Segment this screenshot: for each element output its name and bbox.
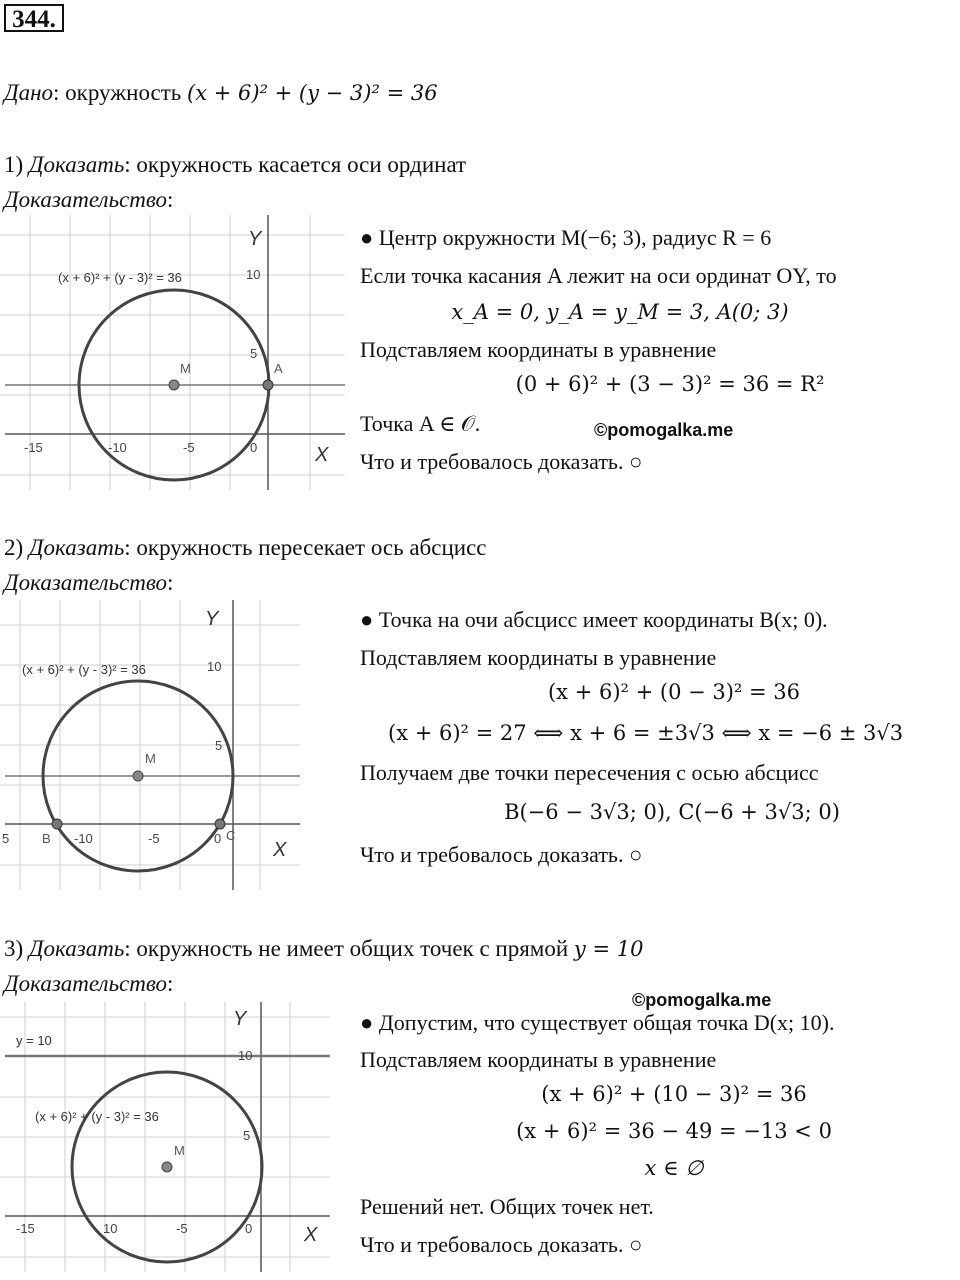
part3-point-m — [162, 1162, 172, 1172]
part2-proof-colon: : — [167, 570, 174, 595]
part3-proof-colon: : — [167, 971, 174, 996]
part1-eq-label: (x + 6)² + (y - 3)² = 36 — [58, 270, 182, 285]
part2-tick: 10 — [207, 659, 222, 674]
part1-tick: -10 — [108, 440, 127, 455]
part2-tick: -5 — [148, 831, 160, 846]
part3-graph — [0, 1002, 330, 1272]
part2-line-1: ● Точка на очи абсцисс имеет координаты B(x; 0). — [360, 607, 828, 632]
part2-y-label: Y — [205, 608, 219, 630]
part1-line-7: Что и требовалось доказать. ○ — [360, 449, 643, 474]
part3-heading — [4, 934, 643, 964]
part3-line-label: y = 10 — [16, 1033, 52, 1048]
part2-label-b: B — [42, 831, 51, 846]
part1-label-m: M — [180, 361, 191, 376]
part1-x-label: X — [315, 444, 329, 466]
part3-line-3: (x + 6)² + (10 − 3)² = 36 — [541, 1082, 807, 1106]
part2-line-5: Получаем две точки пересечения с осью абсцисс — [360, 760, 819, 785]
given-equation: (x + 6)² + (y − 3)² = 36 — [187, 81, 438, 105]
part3-text: : окружность не имеет общих точек с прямой — [124, 936, 574, 961]
problem-number: 344. — [4, 4, 64, 32]
part2-heading — [4, 533, 487, 563]
part2-number: 2) — [4, 535, 29, 560]
part3-equation: y = 10 — [573, 937, 644, 961]
part1-line-4: Подставляем координаты в уравнение — [360, 337, 717, 362]
part2-label: Доказать — [28, 535, 125, 560]
part2-point-b — [52, 819, 62, 829]
part1-point-m — [169, 380, 179, 390]
part2-point-m — [133, 771, 143, 781]
part3-label-m: M — [174, 1143, 185, 1158]
part3-y-label: Y — [233, 1008, 247, 1030]
part2-proof-word: Доказательство — [4, 570, 168, 595]
given-text: : окружность — [53, 80, 188, 105]
part1-line-2: Если точка касания A лежит на оси ординат OY, то — [360, 263, 837, 288]
part1-line-1: ● Центр окружности M(−6; 3), радиус R = 6 — [360, 225, 772, 250]
part1-point-a — [263, 380, 273, 390]
part1-proof-word: Доказательство — [4, 187, 168, 212]
part2-line-2: Подставляем координаты в уравнение — [360, 645, 717, 670]
part1-line-3: x_A = 0, y_A = y_M = 3, A(0; 3) — [451, 300, 789, 324]
part1-proof-colon: : — [167, 187, 174, 212]
part3-label: Доказать — [28, 936, 125, 961]
part2-proof-label — [4, 568, 173, 598]
part1-label-a: A — [274, 361, 283, 376]
part2-x-label: X — [273, 839, 287, 861]
given-label: Дано — [4, 80, 54, 105]
part3-tick: -15 — [16, 1221, 35, 1236]
watermark-2: ©pomogalka.me — [632, 990, 772, 1010]
part2-label-m: M — [145, 751, 156, 766]
part1-y-label: Y — [248, 228, 262, 250]
part3-tick: 10 — [103, 1221, 118, 1236]
part2-eq-label: (x + 6)² + (y - 3)² = 36 — [22, 662, 146, 677]
part1-graph — [0, 215, 345, 490]
part2-line-4: (x + 6)² = 27 ⟺ x + 6 = ±3√3 ⟺ x = −6 ± 3√3 — [388, 721, 904, 745]
part2-tick: 5 — [2, 831, 10, 846]
part1-proof-label — [4, 185, 173, 215]
part2-graph — [0, 600, 300, 890]
part3-line-7: Что и требовалось доказать. ○ — [360, 1232, 643, 1257]
part3-tick: 10 — [238, 1048, 253, 1063]
part3-line-6: Решений нет. Общих точек нет. — [360, 1194, 654, 1219]
watermark-1: ©pomogalka.me — [594, 420, 734, 440]
part2-tick: 0 — [214, 831, 222, 846]
part2-line-3: (x + 6)² + (0 − 3)² = 36 — [547, 680, 801, 704]
part3-number: 3) — [4, 936, 29, 961]
part3-x-label: X — [304, 1224, 318, 1246]
part2-tick: 5 — [215, 738, 223, 753]
part3-tick: -5 — [176, 1221, 188, 1236]
part1-label: Доказать — [28, 152, 125, 177]
part1-number: 1) — [4, 152, 29, 177]
part2-point-c — [215, 819, 225, 829]
part1-tick: -5 — [183, 440, 195, 455]
part1-heading — [4, 150, 466, 180]
part3-line-4: (x + 6)² = 36 − 49 = −13 < 0 — [516, 1119, 832, 1143]
part1-line-6: Точка A ∈ 𝒪. — [360, 411, 481, 436]
part1-tick: 5 — [250, 346, 258, 361]
part2-tick: -10 — [74, 831, 93, 846]
given-line — [4, 78, 438, 108]
part2-line-6: B(−6 − 3√3; 0), C(−6 + 3√3; 0) — [504, 800, 840, 824]
part3-tick: 0 — [245, 1221, 253, 1236]
part3-line-1: ● Допустим, что существует общая точка D(x; 10). — [360, 1010, 835, 1035]
part1-tick: -15 — [24, 440, 43, 455]
part1-tick: 10 — [246, 267, 261, 282]
part1-tick: 0 — [250, 440, 258, 455]
part3-line-5: x ∈ ∅ — [644, 1156, 704, 1180]
part1-line-5: (0 + 6)² + (3 − 3)² = 36 = R² — [515, 372, 825, 396]
part3-tick: 5 — [243, 1128, 251, 1143]
part3-proof-label — [4, 969, 173, 999]
part3-proof-word: Доказательство — [4, 971, 168, 996]
part1-text: : окружность касается оси ординат — [124, 152, 467, 177]
part3-line-2: Подставляем координаты в уравнение — [360, 1047, 717, 1072]
part2-label-c: C — [226, 828, 236, 843]
part2-text: : окружность пересекает ось абсцисс — [124, 535, 487, 560]
part2-line-7: Что и требовалось доказать. ○ — [360, 842, 643, 867]
part3-eq-label: (x + 6)² + (y - 3)² = 36 — [35, 1109, 159, 1124]
